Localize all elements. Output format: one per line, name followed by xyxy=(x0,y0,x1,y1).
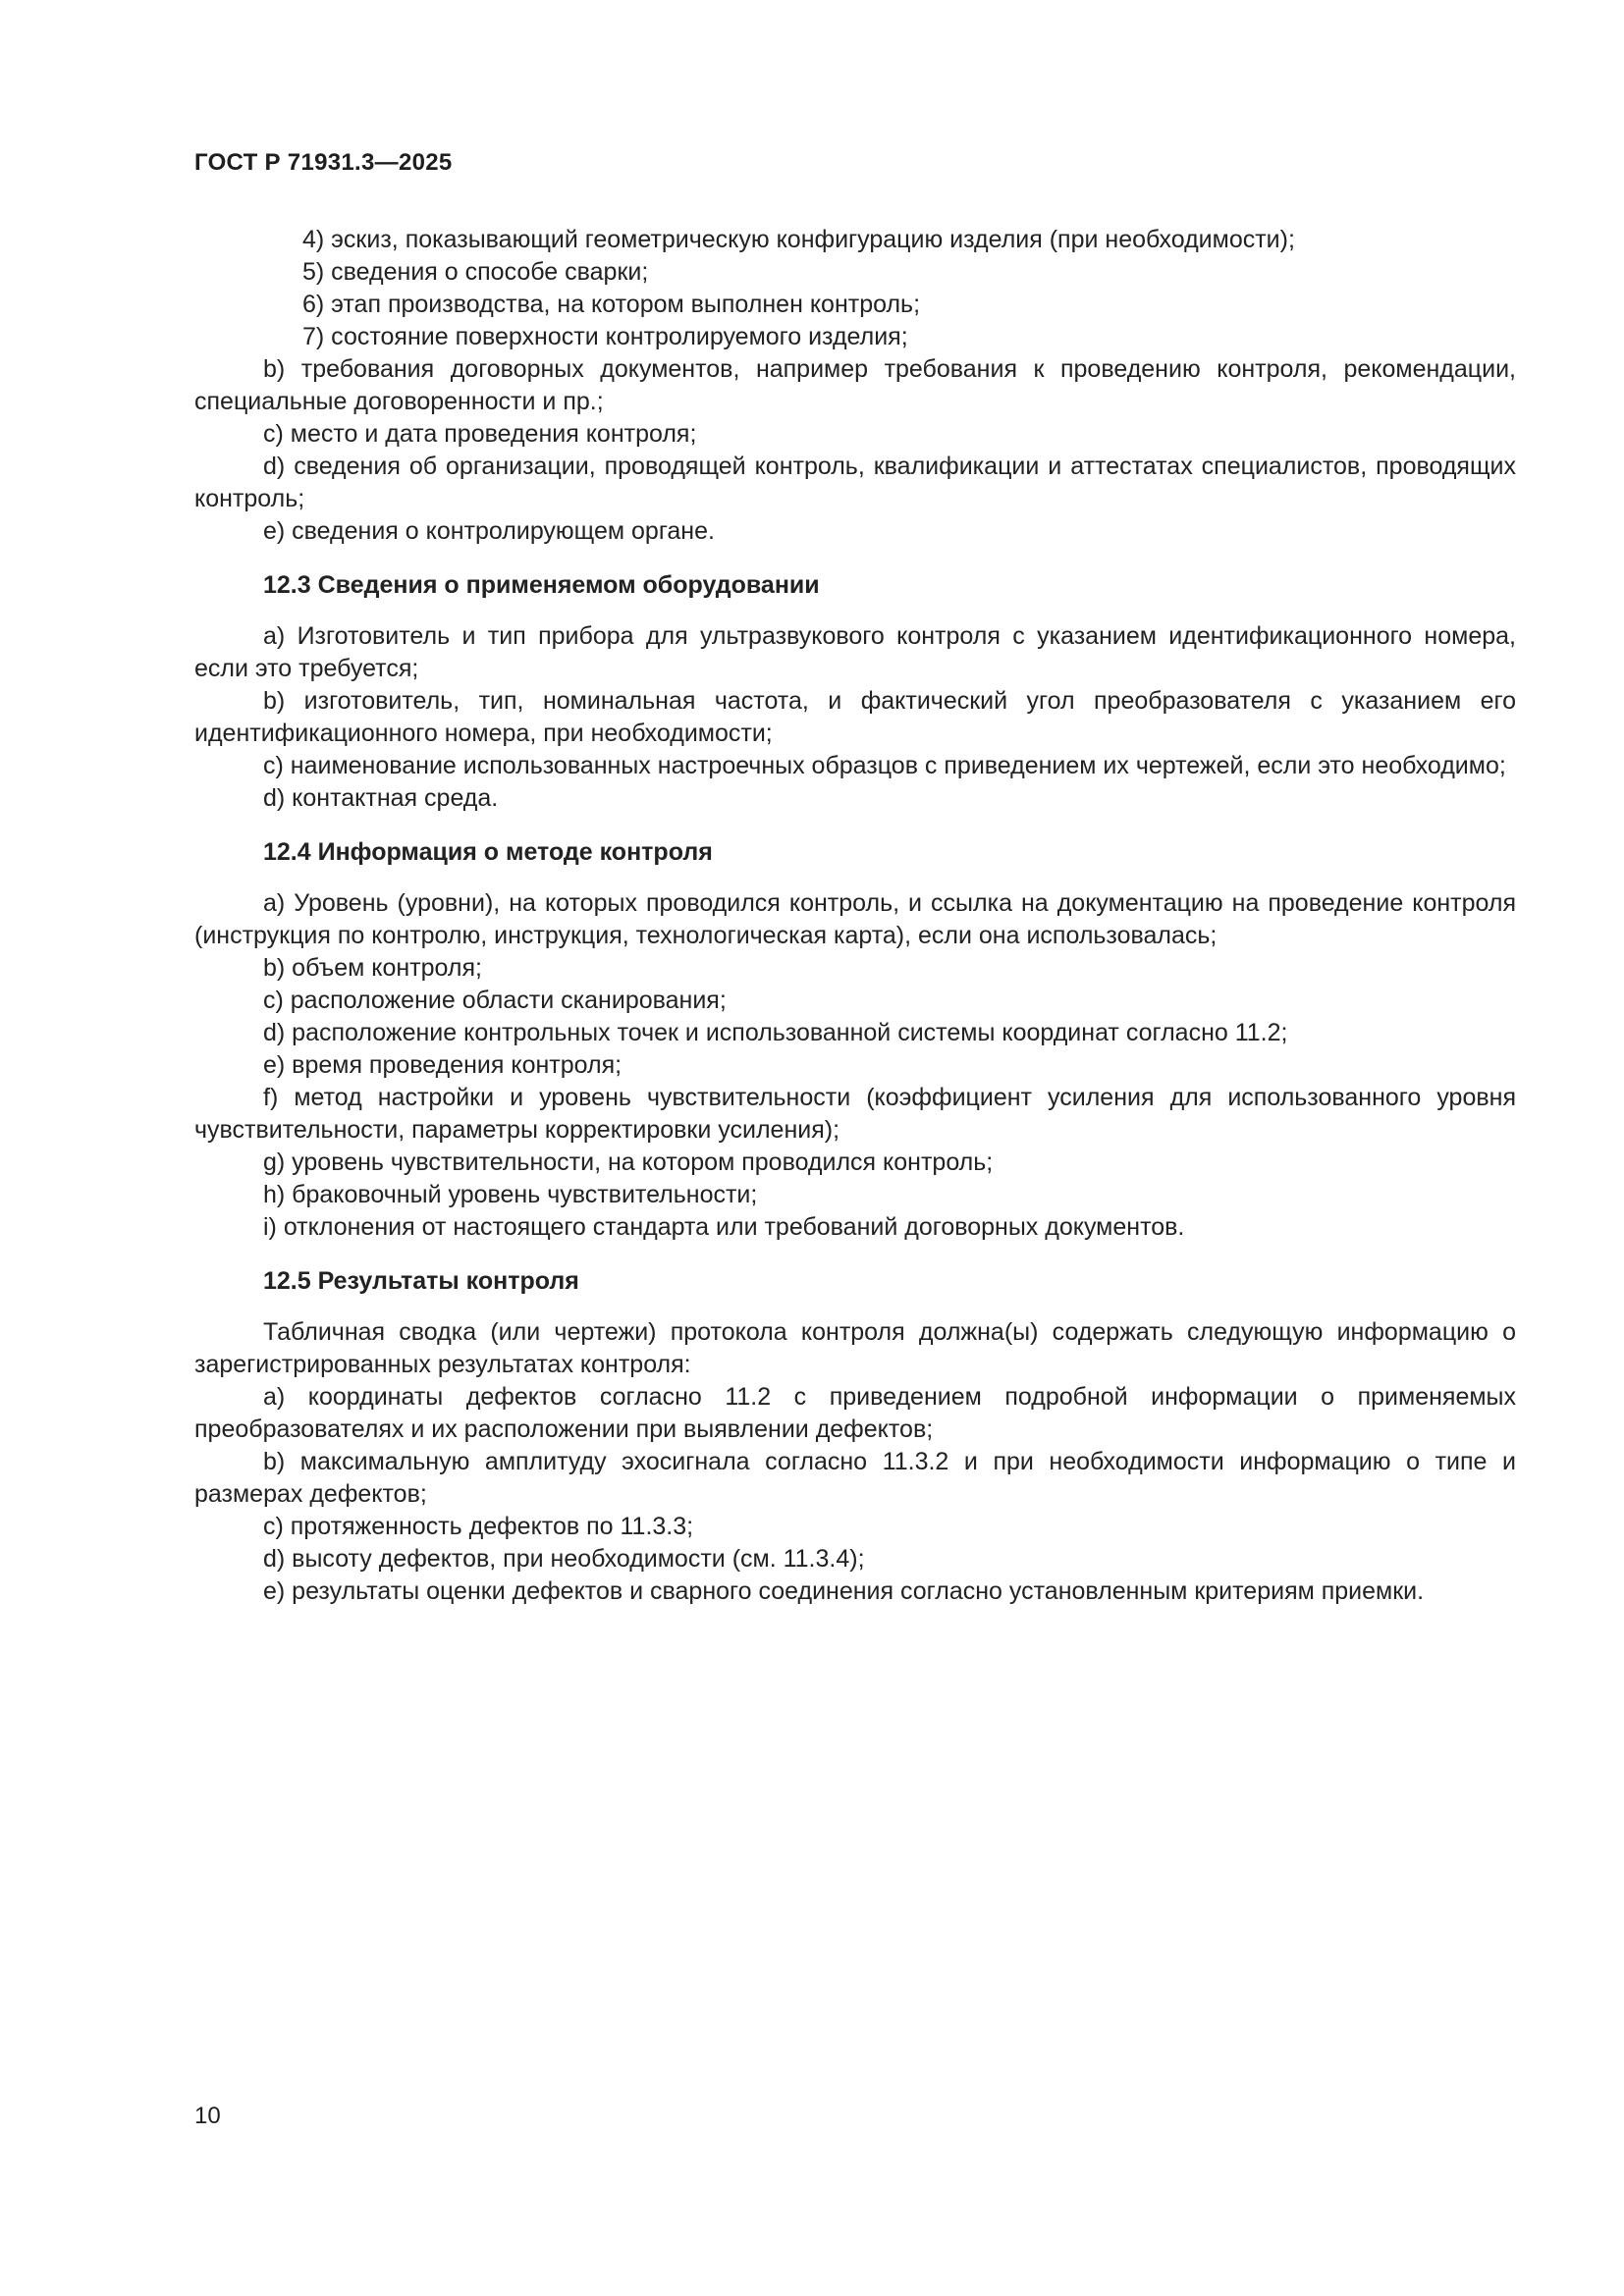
paragraph: c) расположение области сканирования; xyxy=(263,987,727,1014)
list-item: 5) сведения о способе сварки; xyxy=(302,258,649,286)
paragraph: b) изготовитель, тип, номинальная частота, и фактический угол преобразователя с указанием его идентификационного номера, при необходимости; xyxy=(194,687,1516,747)
paragraph: i) отклонения от настоящего стандарта или требований договорных документов. xyxy=(263,1213,1185,1241)
paragraph: d) расположение контрольных точек и использованной системы координат согласно 11.2; xyxy=(263,1019,1288,1046)
section-heading-12-3: 12.3 Сведения о применяемом оборудовании xyxy=(263,571,820,599)
paragraph: a) Уровень (уровни), на которых проводился контроль, и ссылка на документацию на проведение контроля (инструкция по контролю, инструкция, технологическая карта), если она использовалась; xyxy=(194,889,1516,949)
paragraph: e) результаты оценки дефектов и сварного соединения согласно установленным критериям приемки. xyxy=(263,1577,1425,1605)
paragraph: b) требования договорных документов, например требования к проведению контроля, рекомендации, специальные договоренности и пр.; xyxy=(194,355,1516,415)
paragraph: d) сведения об организации, проводящей контроль, квалификации и аттестатах специалистов, проводящих контроль; xyxy=(194,453,1516,512)
paragraph: a) координаты дефектов согласно 11.2 с приведением подробной информации о применяемых преобразователях и их расположении при выявлении дефектов; xyxy=(194,1383,1516,1443)
paragraph: e) сведения о контролирующем органе. xyxy=(263,517,715,545)
page-number: 10 xyxy=(194,2103,221,2129)
paragraph: d) высоту дефектов, при необходимости (см. 11.3.4); xyxy=(263,1545,865,1573)
section-heading-12-5: 12.5 Результаты контроля xyxy=(263,1267,579,1295)
list-item: 6) этап производства, на котором выполнен контроль; xyxy=(302,291,921,318)
paragraph: f) метод настройки и уровень чувствительности (коэффициент усиления для использованного уровня чувствительности, параметры корректировки усиления); xyxy=(194,1084,1516,1144)
section-heading-12-4: 12.4 Информация о методе контроля xyxy=(263,838,713,866)
paragraph: g) уровень чувствительности, на котором проводился контроль; xyxy=(263,1148,994,1176)
paragraph: d) контактная среда. xyxy=(263,784,499,812)
paragraph: c) протяженность дефектов по 11.3.3; xyxy=(263,1513,694,1540)
paragraph: b) максимальную амплитуду эхосигнала согласно 11.3.2 и при необходимости информацию о типе и размерах дефектов; xyxy=(194,1448,1516,1508)
paragraph: c) наименование использованных настроечных образцов с приведением их чертежей, если это необходимо; xyxy=(263,752,1506,779)
paragraph: Табличная сводка (или чертежи) протокола контроля должна(ы) содержать следующую информацию о зарегистрированных результатах контроля: xyxy=(194,1318,1516,1378)
paragraph: a) Изготовитель и тип прибора для ультразвукового контроля с указанием идентификационного номера, если это требуется; xyxy=(194,622,1516,682)
document-body xyxy=(194,224,1516,1608)
list-item: 7) состояние поверхности контролируемого изделия; xyxy=(302,323,908,350)
list-item: 4) эскиз, показывающий геометрическую конфигурацию изделия (при необходимости); xyxy=(302,226,1295,253)
paragraph: e) время проведения контроля; xyxy=(263,1051,623,1079)
paragraph: h) браковочный уровень чувствительности; xyxy=(263,1181,758,1208)
paragraph: b) объем контроля; xyxy=(263,954,482,982)
document-header: ГОСТ Р 71931.3—2025 xyxy=(194,149,453,176)
paragraph: c) место и дата проведения контроля; xyxy=(263,420,697,448)
